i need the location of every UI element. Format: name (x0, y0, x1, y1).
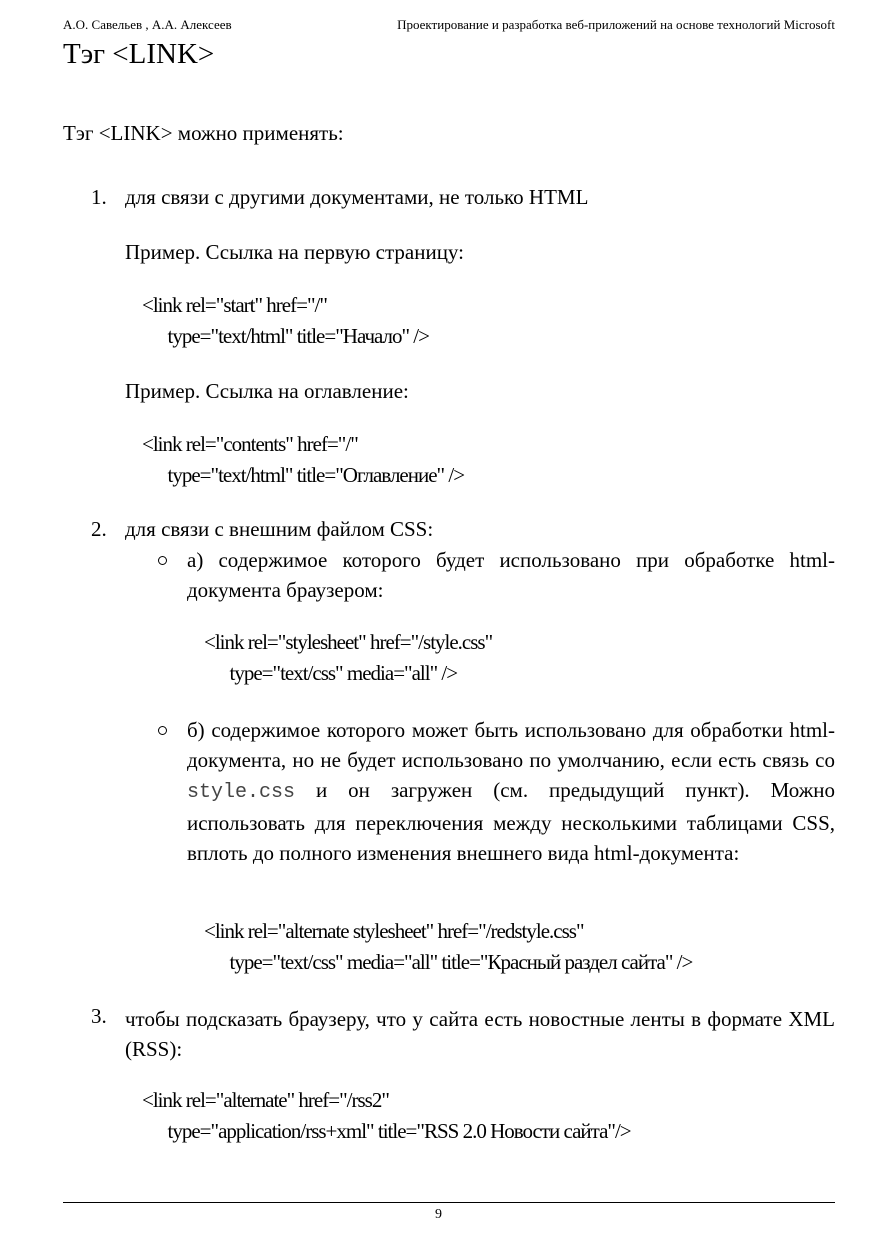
page-number: 9 (435, 1207, 442, 1222)
code-example-start: <link rel="start" href="/" type="text/html" title="Начало" /> (142, 293, 429, 348)
inline-code-style-css: style.css (187, 781, 296, 804)
list-item-3-text: чтобы подсказать браузеру, что у сайта есть новостные ленты в формате XML (RSS): (125, 1007, 835, 1061)
bullet-circle-icon (158, 726, 167, 735)
code-example-contents: <link rel="contents" href="/" type="text/html" title="Оглавление" /> (142, 432, 465, 487)
list-item-2-text: для связи с внешним файлом CSS: (125, 517, 434, 541)
sub-item-b-text-part2: и он загружен (см. предыдущий пункт). Можно использовать для переключения между несколькими таблицами CSS, вплоть до полного изменения внешнего вида html-документа: (187, 778, 835, 865)
list-item-1-text: для связи с другими документами, не только HTML (125, 185, 589, 209)
example-label-contents: Пример. Ссылка на оглавление: (125, 379, 409, 403)
sub-item-a-text: а) содержимое которого будет использовано при обработке html-документа браузером: (187, 548, 835, 602)
list-number-3: 3. (91, 1004, 107, 1028)
code-example-alternate-stylesheet: <link rel="alternate stylesheet" href="/redstyle.css" type="text/css" media="all" title="Красный раздел сайта" /> (204, 919, 693, 974)
list-number-2: 2. (91, 517, 107, 541)
intro-paragraph: Тэг <LINK> можно применять: (63, 121, 344, 145)
running-header-authors: А.О. Савельев , А.А. Алексеев (63, 17, 232, 32)
section-title: Тэг <LINK> (63, 38, 215, 70)
footer-rule (63, 1202, 835, 1203)
bullet-circle-icon (158, 556, 167, 565)
sub-item-b-text-part1: б) содержимое которого может быть использовано для обработки html-документа, но не будет использовано по умолчанию, если есть связь со (187, 718, 835, 772)
code-example-stylesheet: <link rel="stylesheet" href="/style.css" type="text/css" media="all" /> (204, 630, 493, 685)
example-label-start: Пример. Ссылка на первую страницу: (125, 240, 464, 264)
running-header-book-title: Проектирование и разработка веб-приложений на основе технологий Microsoft (397, 17, 835, 32)
sub-item-b-text (187, 715, 835, 868)
list-number-1: 1. (91, 185, 107, 209)
code-example-rss: <link rel="alternate" href="/rss2" type="application/rss+xml" title="RSS 2.0 Новости сайта"/> (142, 1088, 631, 1143)
